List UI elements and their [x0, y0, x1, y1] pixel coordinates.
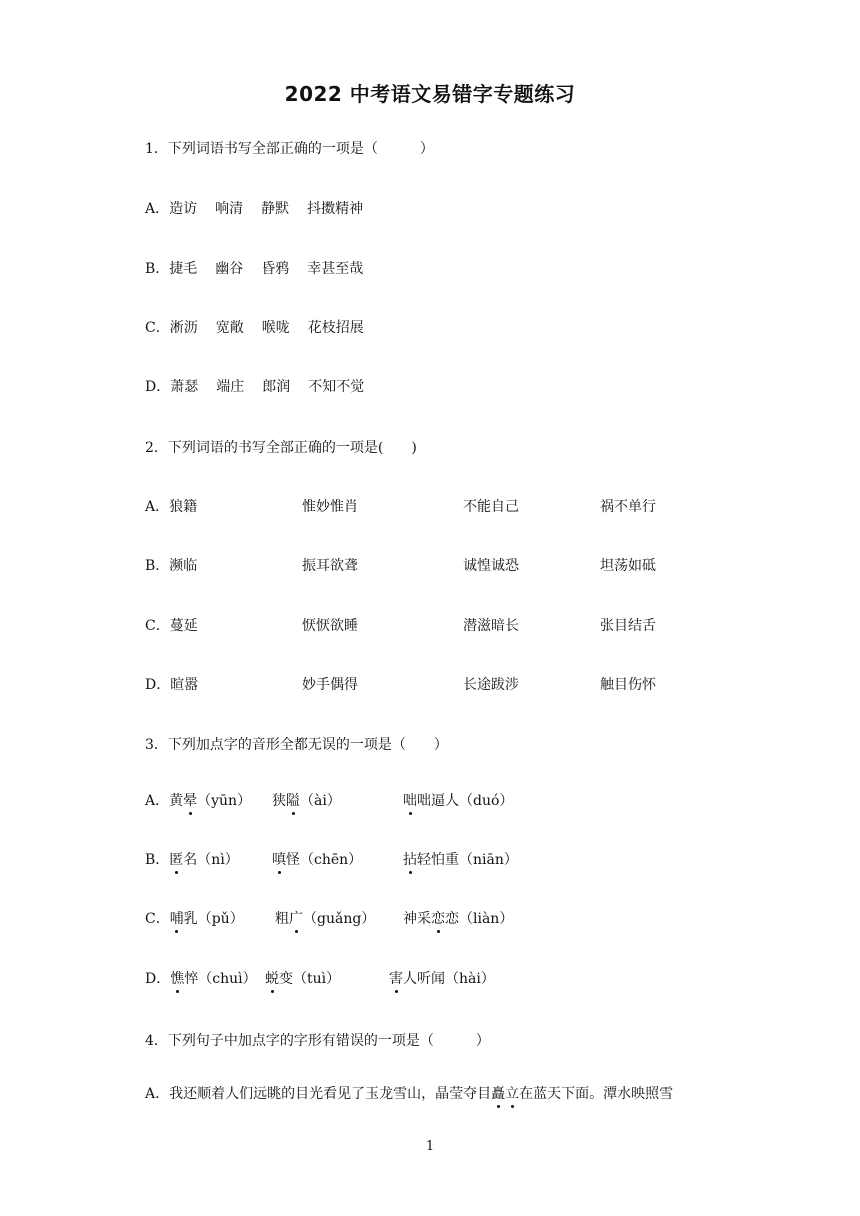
- option-word: 触目伤怀: [600, 677, 656, 693]
- option-label: A．: [145, 793, 170, 809]
- q1-stem: 1．下列词语书写全部正确的一项是（ ）: [145, 141, 434, 157]
- pinyin-text: （guǎng）: [303, 911, 376, 927]
- option-word: 蔓延: [169, 618, 198, 634]
- pinyin-text: （ài）: [300, 793, 341, 809]
- option-label: B．: [145, 558, 170, 574]
- option-word: 恹恹欲睡: [302, 618, 358, 634]
- option-word: 妙手偶得: [302, 677, 358, 693]
- option-label: C．: [145, 320, 170, 336]
- option-label: D．: [145, 379, 171, 395]
- dotted-char: 憔: [170, 968, 184, 988]
- q1-option-d: [145, 376, 382, 396]
- dotted-char: 蜕: [265, 968, 279, 988]
- pinyin-text: （yūn）: [197, 793, 252, 809]
- pinyin-text: 变（tuì）: [279, 971, 341, 987]
- option-label: B．: [145, 852, 170, 868]
- option-label: D．: [145, 971, 171, 987]
- q1-option-a: [145, 198, 381, 218]
- option-word: 张目结舌: [600, 618, 656, 634]
- option-word: 幽谷: [215, 261, 244, 277]
- dotted-char: 广: [289, 908, 303, 928]
- option-word: 静默: [261, 201, 290, 217]
- dotted-char: 隘: [286, 790, 300, 810]
- option-word: 响清: [215, 201, 244, 217]
- dotted-char: 咄: [403, 790, 417, 810]
- dotted-char: 恋: [431, 908, 445, 928]
- option-label: A．: [145, 1086, 170, 1102]
- option-word: 抖擞精神: [307, 201, 364, 217]
- word-text: 黄: [169, 793, 184, 809]
- word-text: 狭: [272, 793, 286, 809]
- pinyin-text: 轻怕重（niān）: [417, 852, 518, 868]
- option-word: 暄嚣: [170, 677, 199, 693]
- q1-option-b: [145, 258, 381, 278]
- dotted-char: 拈: [403, 849, 417, 869]
- dotted-char: 匿: [169, 849, 183, 869]
- option-word: 花枝招展: [307, 320, 364, 336]
- q4-option-a: [145, 1083, 673, 1103]
- option-word: 诚惶诚恐: [463, 558, 519, 574]
- dotted-char: 嗔: [272, 849, 286, 869]
- option-word: 长途跋涉: [463, 677, 519, 693]
- option-word: 惟妙惟肖: [302, 499, 358, 515]
- option-label: C．: [145, 618, 170, 634]
- option-word: 淅沥: [169, 320, 198, 336]
- option-word: 振耳欲聋: [302, 558, 358, 574]
- option-word: 造访: [169, 201, 198, 217]
- q3-stem: 3．下列加点字的音形全都无误的一项是（ ）: [145, 737, 448, 753]
- dotted-char: 哺: [170, 908, 184, 928]
- option-word: 端庄: [216, 379, 245, 395]
- option-word: 祸不单行: [600, 499, 656, 515]
- option-label: B．: [145, 261, 170, 277]
- pinyin-text: 怪（chēn）: [286, 852, 363, 868]
- page-number: 1: [425, 1139, 435, 1154]
- dotted-char: 矗: [491, 1083, 505, 1103]
- option-label: A．: [145, 201, 170, 217]
- word-text: 粗: [275, 911, 289, 927]
- pinyin-text: 乳（pǔ）: [183, 911, 244, 927]
- option-word: 喉咙: [261, 320, 290, 336]
- q2-stem: 2．下列词语的书写全部正确的一项是( ): [145, 440, 417, 456]
- option-word: 不知不觉: [308, 379, 365, 395]
- option-label: C．: [145, 911, 170, 927]
- pinyin-text: 悴（chuì）: [184, 971, 257, 987]
- dotted-char: 害: [389, 968, 403, 988]
- sentence-text: 在蓝天下面。潭水映照雪: [519, 1086, 674, 1102]
- option-word: 昏鸦: [261, 261, 290, 277]
- word-text: 神采: [403, 911, 431, 927]
- pinyin-text: 恋（liàn）: [445, 911, 514, 927]
- option-word: 濒临: [169, 558, 198, 574]
- option-word: 郎润: [262, 379, 291, 395]
- option-word: 捷毛: [169, 261, 198, 277]
- q4-stem: 4．下列句子中加点字的字形有错误的一项是（ ）: [145, 1033, 490, 1049]
- pinyin-text: 咄逼人（duó）: [417, 793, 514, 809]
- pinyin-text: 名（nì）: [183, 852, 239, 868]
- page-title: 2022 中考语文易错字专题练习: [284, 82, 576, 106]
- option-word: 幸甚至哉: [307, 261, 364, 277]
- dotted-char: 立: [505, 1083, 519, 1103]
- sentence-text: 我还顺着人们远眺的目光看见了玉龙雪山，晶莹夺目: [169, 1086, 492, 1102]
- q1-option-c: [145, 317, 382, 337]
- option-word: 狼籍: [169, 499, 198, 515]
- option-label: D．: [145, 677, 171, 693]
- dotted-char: 晕: [183, 790, 197, 810]
- option-word: 潜滋暗长: [463, 618, 519, 634]
- option-word: 宽敞: [215, 320, 244, 336]
- pinyin-text: 人听闻（hài）: [403, 971, 495, 987]
- option-word: 坦荡如砥: [600, 558, 656, 574]
- option-word: 萧瑟: [170, 379, 199, 395]
- option-word: 不能自己: [463, 499, 519, 515]
- option-label: A．: [145, 499, 170, 515]
